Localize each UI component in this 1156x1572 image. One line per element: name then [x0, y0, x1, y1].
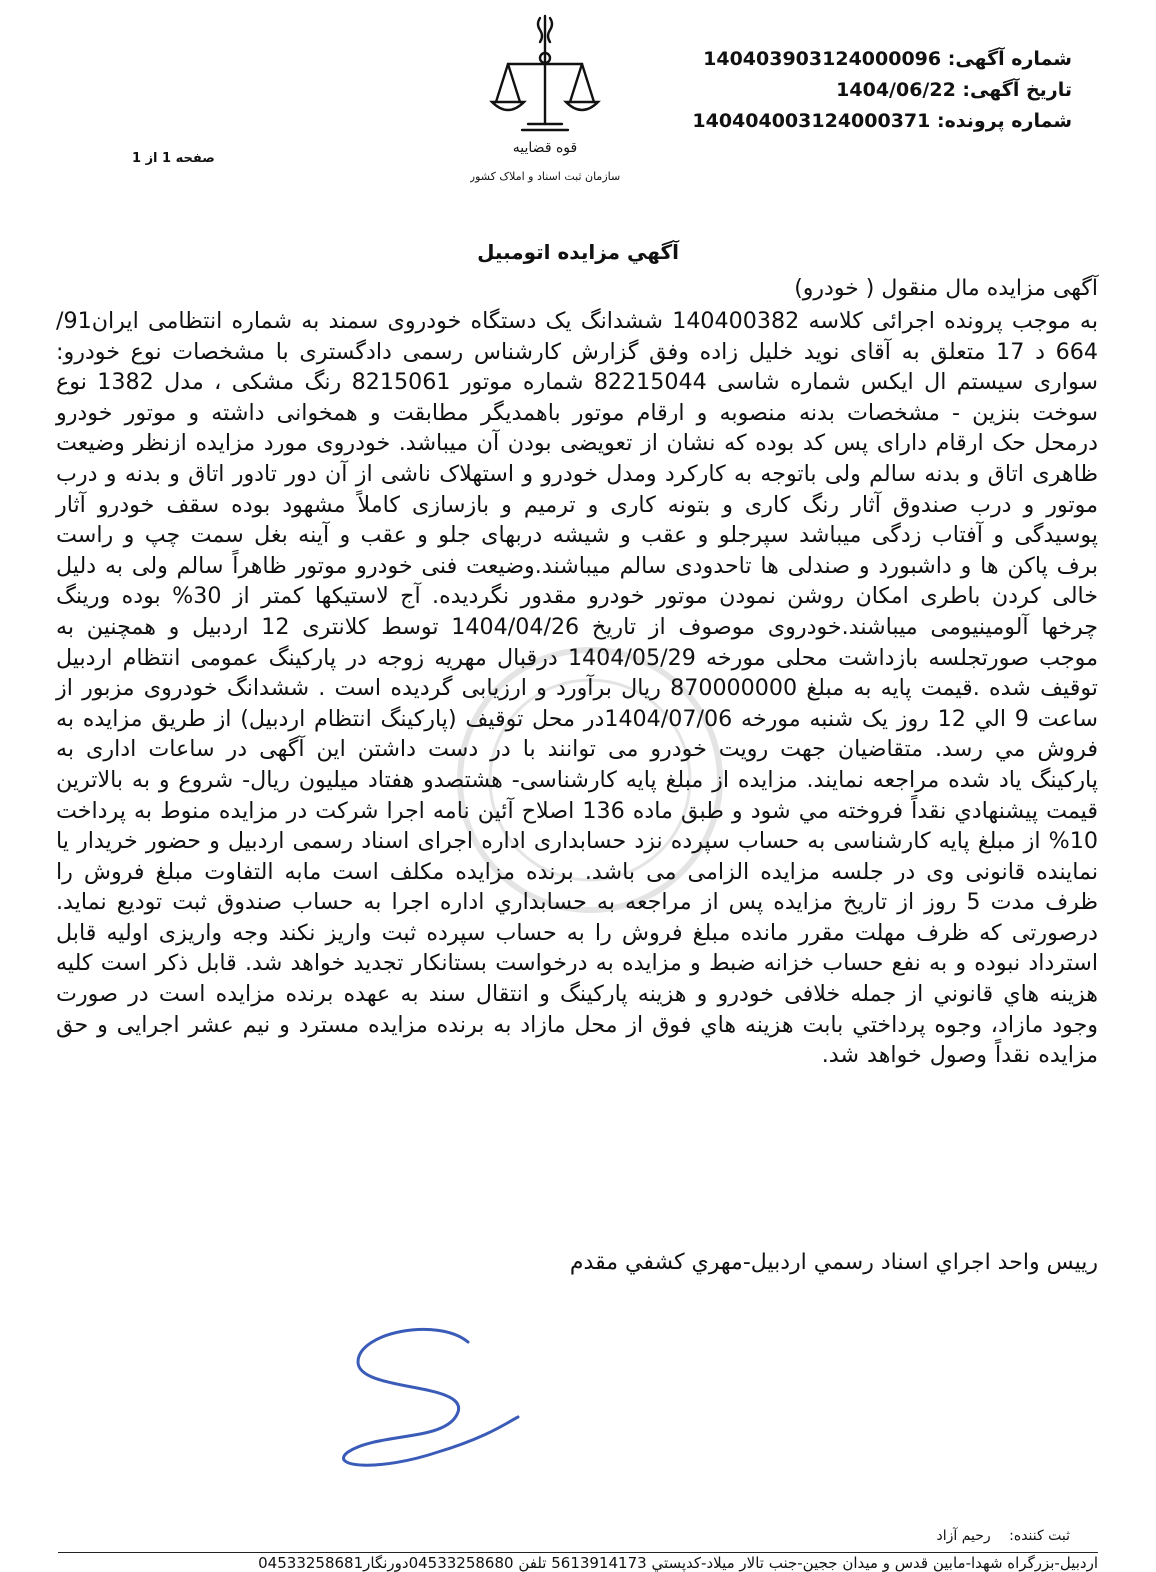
footer-divider: [58, 1552, 1098, 1553]
document-title: آگهي مزايده اتومبيل: [477, 240, 679, 264]
scales-of-justice-icon: [470, 12, 620, 192]
emblem-org: سازمان ثبت اسناد و املاک کشور: [470, 170, 620, 183]
file-number: 140404003124000371: [692, 110, 931, 132]
emblem-text: قوه قضاییه: [512, 140, 578, 156]
footer-address: اردبیل-بزرگراه شهدا-مابین قدس و میدان ججین-جنب تالار میلاد-کدپستي 5613914173 تلفن 04533258680دورنگار04533258681: [258, 1554, 1098, 1572]
auction-notice-body: به موجب پرونده اجرائی کلاسه 140400382 ششدانگ یک دستگاه خودروی سمند به شماره انتظامی ایران91/ 664 د 17 متعلق به آقای نوید خلیل زاده وفق گزارش کارشناس رسمی دادگستری با مشخصات نوع خودرو: سواری سیستم ال ایکس شماره شاسی 82215044 شماره موتور 8215061 رنگ مشکی ، مدل 1382 نوع سوخت بنزین - مشخصات بدنه منصوبه و ارقام موتور باهمدیگر مطابقت و همخوانی داشته و موتور خودرو درمحل حک ارقام دارای پس کد بوده که نشان از تعویضی بودن آن میباشد. خودروی مورد مزایده ازنظر وضیعت ظاهری اتاق و بدنه سالم ولی باتوجه به کارکرد ومدل خودرو و استهلاک ناشی از آن دور تادور اتاق و بدنه و درب موتور و درب صندوق آثار رنگ کاری و بتونه کاری و ترمیم و بازسازی کاملاً مشهود بوده سقف خودرو آثار پوسیدگی و آفتاب زدگی میباشد سپرجلو و عقب و شیشه دربهای جلو و عقب و آینه بغل سمت چپ و راست برف پاکن ها و داشبورد و صندلی ها تاحدودی سالم میباشند.وضیعت فنی خودرو موتور ظاهراً سالم ولی به دلیل خالی کردن باطری امکان روشن نمودن موتور خودرو مقدور نگردیده. آج لاستیکها کمتر از 30% بوده ورینگ چرخها آلومینیومی میباشند.خودروی موصوف از تاریخ 1404/04/26 توسط کلانتری 12 اردبیل و همچنین به موجب صورتجلسه بازداشت محلی مورخه 1404/05/29 درقبال مهریه زوجه در پارکینگ عمومی انتظام اردبیل توقیف شده .قیمت پایه به مبلغ 870000000 ریال برآورد و ارزیابی گردیده است . ششدانگ خودروی مزبور از ساعت 9 الي 12 روز یک شنبه مورخه 1404/07/06در محل توقیف (پارکینگ انتظام اردبیل) از طریق مزایده به فروش مي رسد. متقاضیان جهت رویت خودرو می توانند با در دست داشتن این آگهی در ساعات اداری به پارکینگ یاد شده مراجعه نمایند. مزایده از مبلغ پایه کارشناسی- هشتصدو هفتاد میلیون ریال- شروع و به بالاترین قیمت پيشنهادي نقداً فروخته مي شود و طبق ماده 136 اصلاح آئین نامه اجرا شرکت در مزایده منوط به پرداخت 10% از مبلغ پایه کارشناسی به حساب سپرده نزد حسابداری اداره اجرای اسناد رسمی اردبیل و حضور خریدار یا نماینده قانونی وی در جلسه مزایده الزامی می باشد. برنده مزایده مکلف است مابه التفاوت مبلغ فروش را ظرف مدت 5 روز از تاریخ مزایده پس از مراجعه به حسابداري اداره اجرا به حساب صندوق ثبت تودیع نماید. درصورتی که ظرف مهلت مقرر مانده مبلغ فروش را به حساب سپرده ثبت واریز نکند وجه واریزی اولیه قابل استرداد نبوده و به نفع حساب خزانه ضبط و مزایده به درخواست بستانکار تجدید خواهد شد. قابل ذکر است کلیه هزینه هاي قانوني از جمله خلافی خودرو و هزینه پارکینگ و انتقال سند به عهده برنده مزایده است در صورت وجود مازاد، وجوه پرداختي بابت هزینه هاي فوق از محل مازاد به برنده مزایده مسترد و نیم عشر اجرایی و حق مزایده نقداً وصول خواهد شد.: [56, 308, 1099, 1069]
judiciary-emblem: [470, 12, 620, 192]
ad-number-row: [652, 44, 1072, 75]
ad-number: 140403903124000096: [703, 48, 942, 70]
ad-date-label: تاریخ آگهی:: [962, 79, 1072, 101]
ad-number-label: شماره آگهی:: [947, 48, 1072, 70]
signature-icon: [318, 1322, 528, 1482]
registrar-label: ثبت کننده:: [1009, 1528, 1070, 1544]
signer-line: رييس واحد اجراي اسناد رسمي اردبيل-مهري كشفي مقدم: [569, 1250, 1098, 1275]
document-subtitle: آگهی مزایده مال منقول ( خودرو): [794, 276, 1098, 301]
ad-date: 1404/06/22: [836, 79, 956, 101]
page-indicator: صفحه 1 از 1: [132, 151, 215, 166]
header-meta: [652, 44, 1072, 137]
ad-date-row: [652, 75, 1072, 106]
file-number-label: شماره پرونده:: [936, 110, 1072, 132]
registrar: [937, 1528, 1070, 1544]
file-number-row: [652, 106, 1072, 137]
registrar-name: رحیم آزاد: [936, 1528, 991, 1544]
